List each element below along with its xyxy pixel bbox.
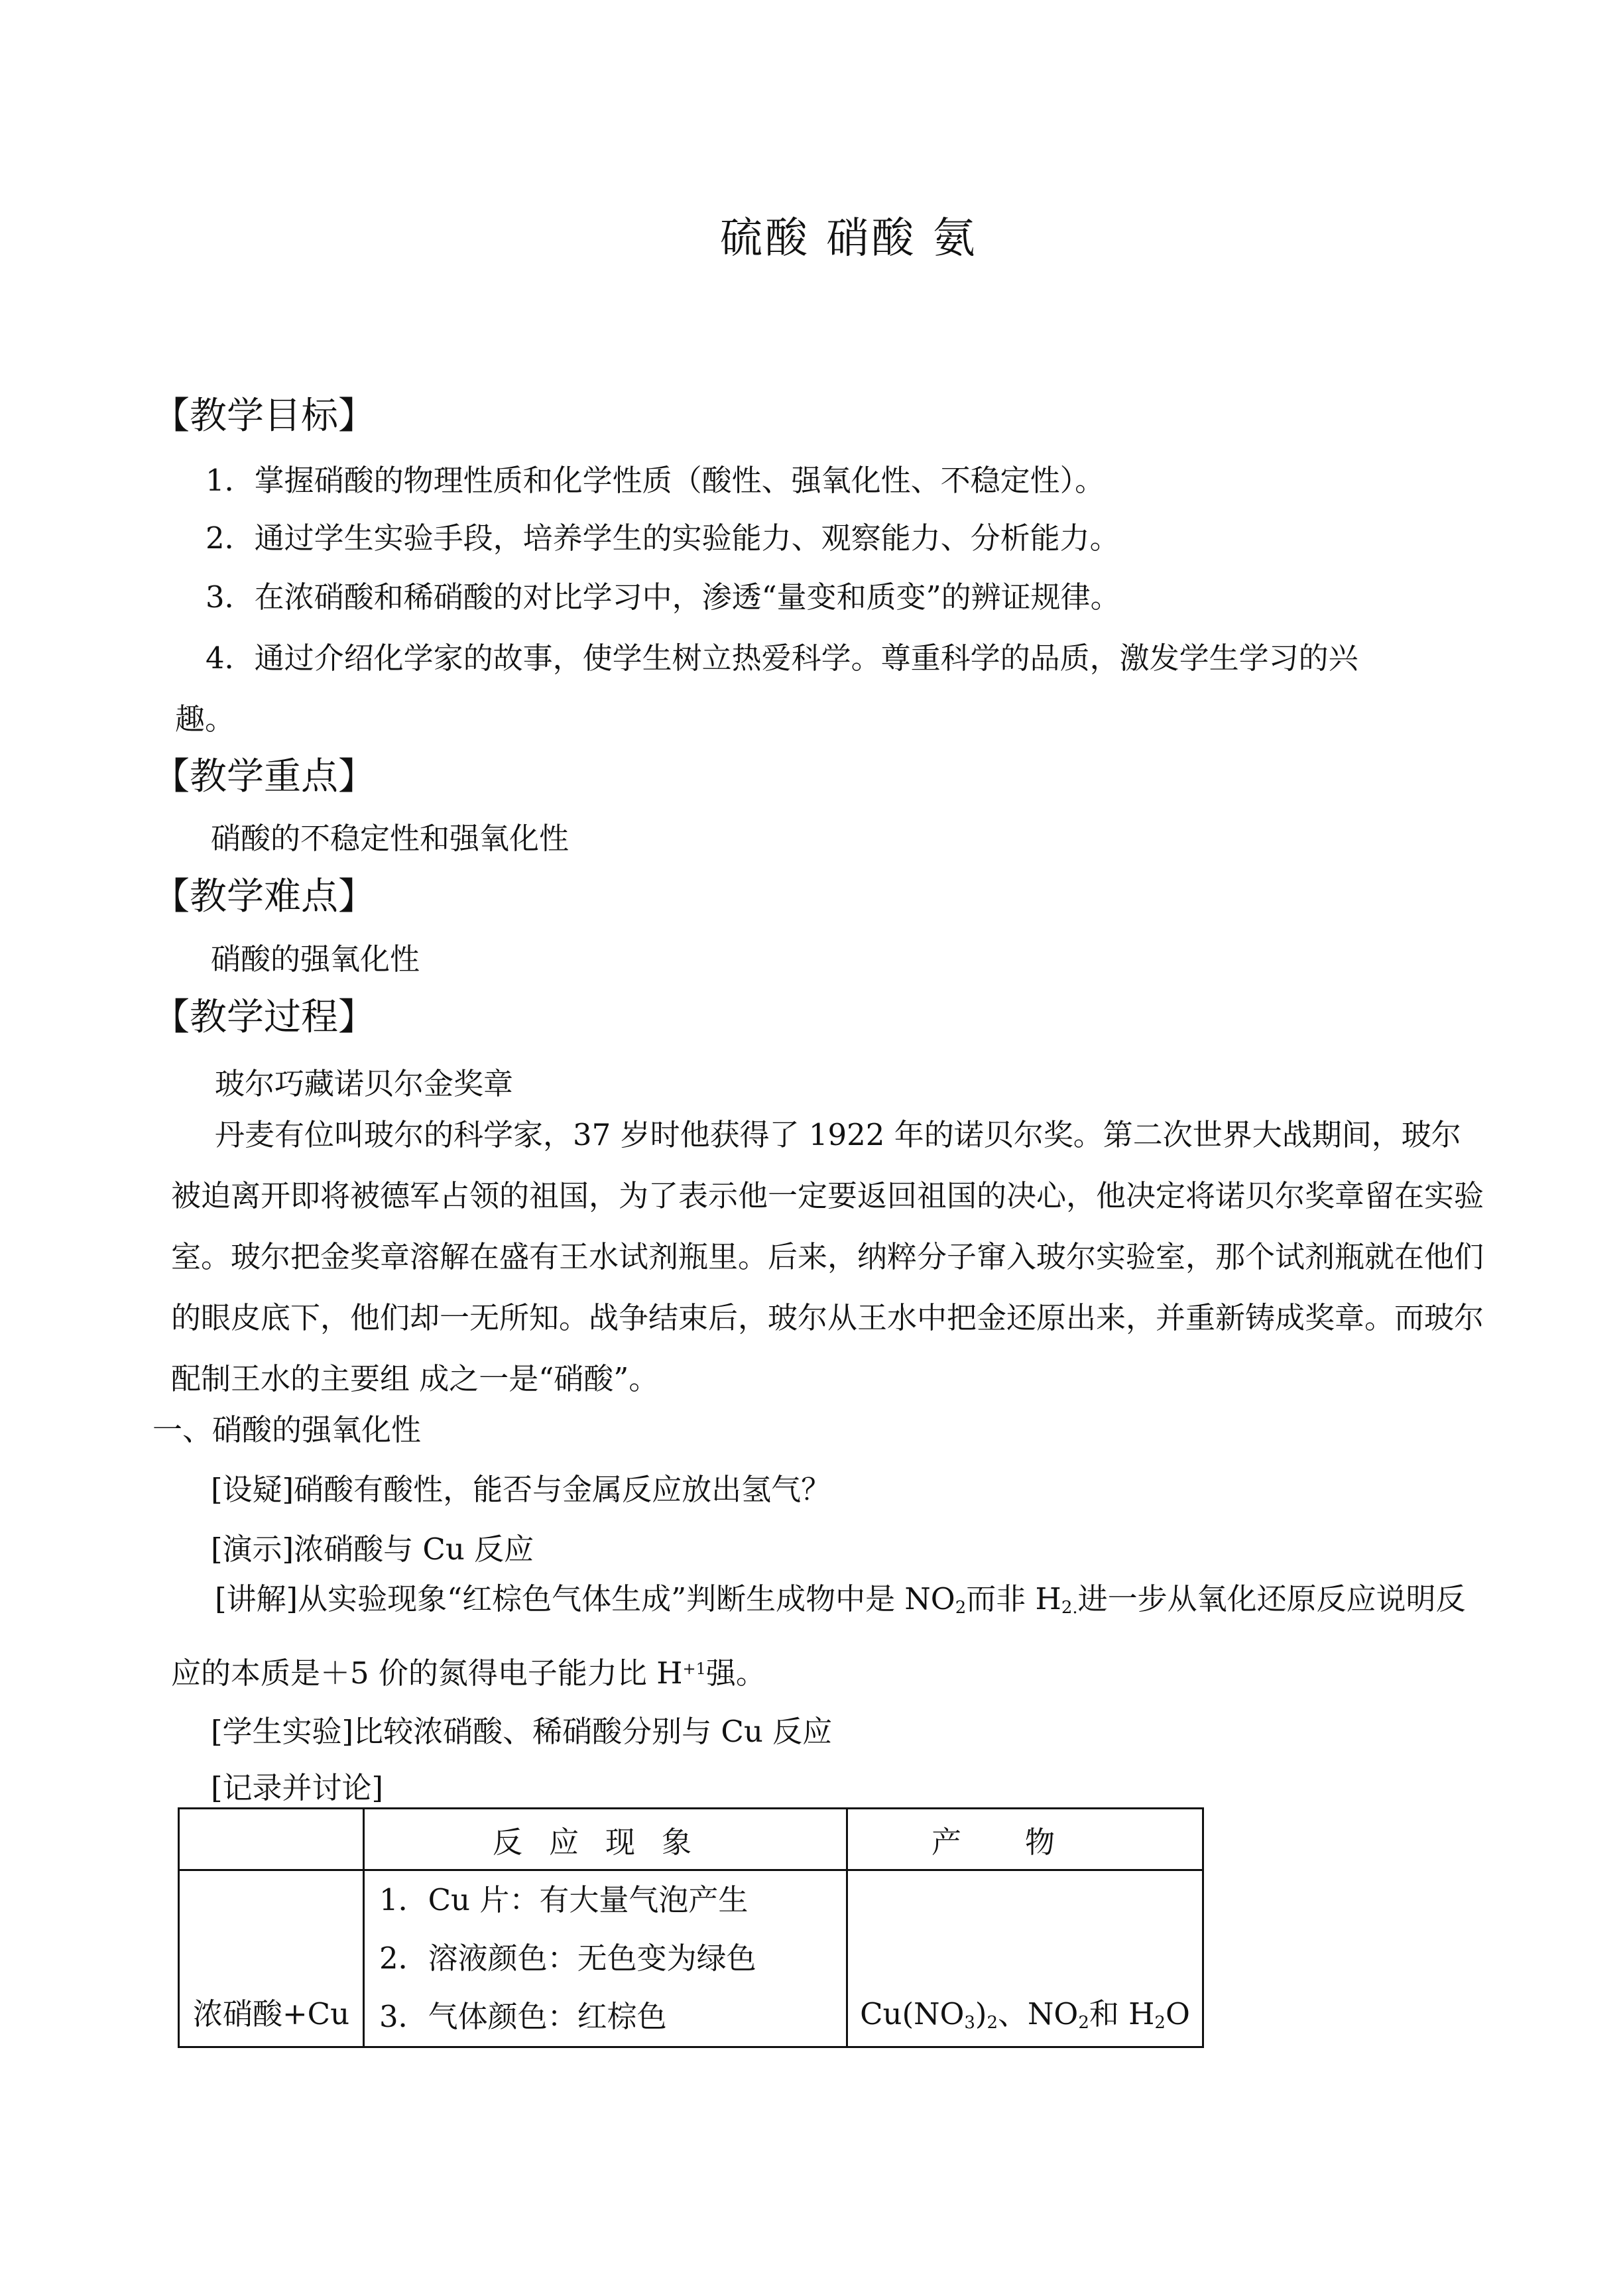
explain-paragraph: [171, 1569, 1490, 1704]
table-row: [179, 1870, 1203, 2047]
product-part: ): [975, 1996, 987, 2031]
page-title: 硫酸 硝酸 氨: [720, 214, 978, 263]
goal-item-1: 1．掌握硝酸的物理性质和化学性质（酸性、强氧化性、不稳定性）。: [206, 463, 1105, 498]
explain-text-c: 进一步从氧化还原反应说明反应的本质是＋5 价的氮得电子能力比 H: [171, 1581, 1466, 1691]
product-sub: 2: [1078, 2013, 1089, 2033]
product-sub: 3: [964, 2013, 975, 2033]
difficulty-heading: 【教学难点】: [152, 875, 375, 918]
goals-heading: 【教学目标】: [152, 394, 375, 438]
story-paragraph: 丹麦有位叫玻尔的科学家，37 岁时他获得了 1922 年的诺贝尔奖。第二次世界大战期间，玻尔被迫离开即将被德军占领的祖国，为了表示他一定要返回祖国的决心，他决定将诺贝尔奖章留在实验室。玻尔把金奖章溶解在盛有王水试剂瓶里。后来，纳粹分子窜入玻尔实验室，那个试剂瓶就在他们的眼皮底下，他们却一无所知。战争结束后，玻尔从王水中把金还原出来，并重新铸成奖章。而玻尔配制王水的主要组 成之一是“硝酸”。: [171, 1117, 1484, 1396]
records-table: [178, 1807, 1204, 2048]
phenomena-cell: [364, 1870, 847, 2047]
explain-sub-2: 2.: [1061, 1598, 1078, 1618]
row-label: 浓硝酸+Cu: [179, 1870, 364, 2047]
explain-text-a: [讲解]从实验现象“红棕色气体生成”判断生成物中是 NO: [215, 1581, 955, 1616]
table-header-row: [179, 1809, 1203, 1870]
difficulty-text: 硝酸的强氧化性: [211, 941, 420, 977]
product-sub: 2: [987, 2013, 998, 2033]
focus-heading: 【教学重点】: [152, 755, 375, 798]
goal-item-3: 3．在浓硝酸和稀硝酸的对比学习中，渗透“量变和质变”的辨证规律。: [206, 579, 1120, 615]
experiment-text: [学生实验]比较浓硝酸、稀硝酸分别与 Cu 反应: [211, 1714, 833, 1749]
record-text: [记录并讨论]: [211, 1770, 384, 1805]
demo-text: [演示]浓硝酸与 Cu 反应: [211, 1532, 534, 1567]
phenomenon-3: 3．气体颜色：红棕色: [379, 1999, 667, 2034]
phenomenon-1: 1．Cu 片：有大量气泡产生: [379, 1882, 749, 1917]
header-cell-phenomena: 反应现象: [364, 1809, 847, 1870]
goal-item-4-cont: 趣。: [175, 701, 235, 737]
goal-item-4: 4．通过介绍化学家的故事，使学生树立热爱科学。尊重科学的品质，激发学生学习的兴: [206, 640, 1358, 676]
question-text: [设疑]硝酸有酸性，能否与金属反应放出氢气？: [211, 1472, 831, 1507]
explain-sup: +1: [682, 1660, 706, 1678]
goal-item-2: 2．通过学生实验手段，培养学生的实验能力、观察能力、分析能力。: [206, 520, 1120, 556]
header-cell-empty: [179, 1809, 364, 1870]
focus-text: 硝酸的不稳定性和强氧化性: [211, 821, 570, 856]
product-part: 、NO: [998, 1996, 1079, 2031]
product-part: 和 H: [1089, 1996, 1155, 2031]
story-title: 玻尔巧藏诺贝尔金奖章: [215, 1066, 514, 1101]
process-heading: 【教学过程】: [152, 996, 375, 1039]
product-part: Cu(NO: [860, 1996, 965, 2031]
phenomenon-2: 2．溶液颜色：无色变为绿色: [379, 1941, 756, 1976]
part1-heading: 一、硝酸的强氧化性: [152, 1412, 422, 1447]
explain-text-b: 而非 H: [966, 1581, 1061, 1616]
explain-sub-1: 2: [955, 1598, 967, 1618]
product-sub: 2: [1154, 2013, 1166, 2033]
products-cell: [847, 1870, 1203, 2047]
explain-text-d: 强。: [705, 1656, 766, 1691]
product-part: O: [1165, 1996, 1190, 2031]
header-cell-products: 产物: [847, 1809, 1203, 1870]
